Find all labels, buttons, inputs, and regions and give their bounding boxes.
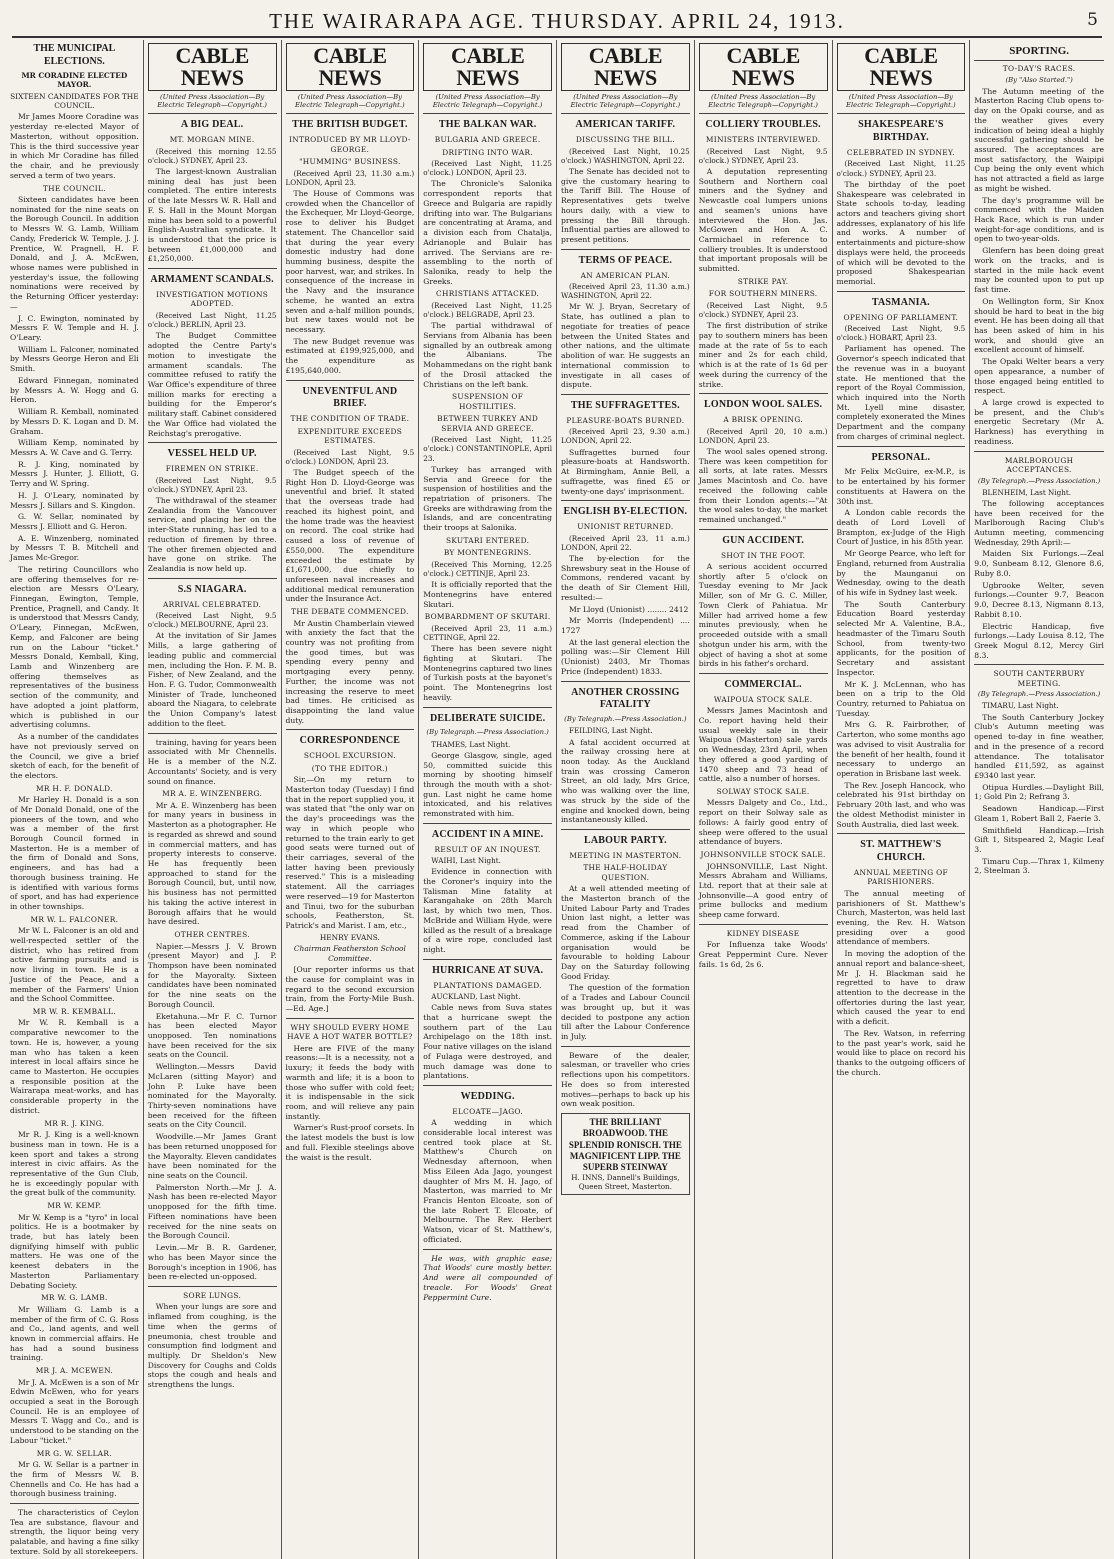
article-paragraph: Eketahuna.—Mr F. C. Turnor has been elected Mayor unopposed. Ten nominations have been received for the six seats on the Council. (147, 1011, 277, 1060)
subheadline: OPENING OF PARLIAMENT. (843, 312, 959, 322)
article-paragraph: Mr James Moore Coradine was yesterday re-elected Mayor of Masterton, without opposition. This is the third successive year in which Mr Coradine has filled the chair, and he previously served a term of two years. (10, 112, 139, 180)
advertisement-text: Here are FIVE of the many reasons:—It is a necessity, not a luxury; it feeds the body with warmth and life; it is a boon to those who suffer with cold feet; it is indispensable in the sick room, and will relieve any pain instantly. (285, 1043, 415, 1121)
divider (148, 268, 277, 269)
headline: SHAKESPEARE'S BIRTHDAY. (858, 119, 944, 144)
article-paragraph: G. W. Sellar, nominated by Messrs J. Elliott and G. Heron. (10, 512, 139, 531)
divider (148, 113, 277, 114)
column-6 (695, 40, 833, 1559)
headline: THE SUFFRAGETTES. (570, 399, 680, 411)
article-paragraph: Edward Finnegan, nominated by Messrs A. W. Hogg and G. Heron. (10, 375, 139, 405)
headline: THE MUNICIPAL ELECTIONS. (33, 43, 116, 67)
subheadline: CELEBRATED IN SYDNEY. (846, 147, 955, 157)
article-paragraph: The Rev. Watson, in referring to the past year's work, said he would like to place on record his thanks to the outgoing officers of the church. (836, 1028, 966, 1077)
divider (974, 664, 1104, 665)
headline: ST. MATTHEW'S CHURCH. (860, 839, 942, 864)
divider (561, 249, 690, 250)
article-paragraph: The wool sales opened strong. There was keen competition for all sorts, at late rates. Messrs James Macintosh and Co. have received the following cable from their London agents:—"At the wool sales to-day, the market remained unchanged." (698, 447, 828, 525)
article-paragraph: Mr R. J. King is a well-known business man in town. He is a keen sport and takes a strong interest in civic affairs. As the representative of the Gun Club, he is exceedingly popular with the great bulk of the community. (10, 1130, 139, 1198)
cable-news-banner: CABLE NEWS (286, 43, 415, 91)
article-paragraph: A fatal accident occurred at the railway crossing here at noon today. As the Auckland train was crossing Cameron Street, an old lady, Mrs Grice, who was walking over the line, was struck by the side of the engine and knocked down, being instantaneously killed. (561, 737, 690, 825)
advertisement-text: When your lungs are sore and inflamed from coughing, is the time when the germs of pneumonia, chest trouble and consumption find lodgment and multiply. Dr Sheldon's New Discovery for Coughs and Colds stops the cough and heals and strengthens the lungs. (147, 1302, 277, 1390)
candidate-name: MR J. A. MCEWEN. (35, 1366, 114, 1376)
subheadline: FIREMEN ON STRIKE. (165, 464, 259, 474)
article-paragraph: A. E. Winzenberg, nominated by Messrs T. B. Mitchell and James Mc-Gregor. (10, 533, 139, 563)
article-paragraph: The Opaki Welter bears a very open appearance, a number of those engaged being entitled to respect. (974, 357, 1104, 396)
candidate-name: MR W. G. LAMB. (41, 1293, 108, 1303)
subheadline: THE HALF-HOLIDAY QUESTION. (583, 863, 668, 882)
dateline: (Received Last Night, 9.5 o'clock.) MELBOURNE, April 23. (147, 611, 277, 630)
dateline: (Received April 23, 11 a.m.) CETTINGE, April 22. (423, 623, 552, 643)
candidate-name: MR H. F. DONALD. (35, 783, 113, 793)
article-paragraph: Mr W. J. Bryan, Secretary of State, has outlined a plan to negotiate for treaties of peace between the United States and other nations, and the ultimate abolition of war. He suggests an international commission to investigate in all cases of dispute. (561, 302, 690, 390)
article-paragraph: Napier.—Messrs J. V. Brown (present Mayor) and J. P. Thompson have been nominated for the Mayoralty. Sixteen candidates have been nominated for the nine seats on the Borough Council. (147, 941, 277, 1009)
subheadline: PLANTATIONS DAMAGED. (433, 980, 542, 990)
advertisement-text: He was, with graphic ease; That Woods' cure mostly better. And were all compounded of treacle. For Woods' Great Peppermint Cure. (423, 1253, 552, 1302)
signature: HENRY EVANS. (319, 932, 380, 942)
article-paragraph: The Chronicle's Salonika correspondent reports that Greece and Bulgaria are rapidly drifting into war. The Bulgarians are concentrating at Arama, and a division each from Chatalja, Adrianople and Bulair has arrived. The Servians are re-assembling to the north of Salonika, ready to help the Greeks. (423, 179, 552, 286)
agency-line: (United Press Association—By Electric Telegraph—Copyright.) (708, 93, 818, 110)
column-3 (282, 40, 420, 1559)
article-paragraph: Evidence in connection with the Coroner's inquiry into the Talisman Mine fatality at Karangahake on 28th March last, by which two men, Thos. McBride and William Hyde, were killed as the result of a breakage of a wire rope, concluded last night. (423, 867, 552, 955)
subheadline: TO-DAY'S RACES. (1002, 64, 1076, 74)
divider (423, 823, 552, 824)
article-paragraph: Woodville.—Mr James Grant has been returned unopposed for the Mayoralty. Eleven candidates have been nominated for the nine seats on the Council. (147, 1132, 277, 1181)
article-paragraph: Ugbrooke Welter, seven furlongs.—Counter 9.7, Beacon 9.0, Decree 8.13, Nigmann 8.13, Rabbit 8.10. (974, 580, 1104, 619)
divider (148, 442, 277, 443)
dateline: (Received this morning 12.55 o'clock.) SYDNEY, April 23. (147, 146, 277, 165)
headline: ACCIDENT IN A MINE. (431, 828, 544, 840)
article-paragraph: A wedding in which considerable local interest was centred took place at St. Matthew's Church on Wednesday afternoon, when Miss Eileen Ada Jago, youngest daughter of Mrs M. H. Jago, of Masterton, was married to Mr Francis Henton Elcoate, son of the late Robert T. Elcoate, of Melbourne. The Rev. Herbert Watson, vicar of St. Matthew's, officiated. (423, 1118, 552, 1244)
article-paragraph: Seadown Handicap.—First Gleam 1, Robert Ball 2, Faerie 3. (974, 804, 1104, 823)
piano-advertisement (561, 1113, 690, 1195)
divider (286, 1018, 415, 1019)
dateline: (Received This Morning, 12.25 o'clock.) CETTINJE, April 23. (423, 559, 552, 579)
article-paragraph: Otipua Hurdles.—Daylight Bill, 1; Gold Pin 2; Refrang 3. (974, 782, 1104, 802)
headline: AMERICAN TARIFF. (575, 119, 676, 131)
subheadline: WHY SHOULD EVERY HOME HAVE A HOT WATER BOTTLE? (287, 1022, 413, 1042)
headline: THE BALKAN WAR. (438, 119, 537, 131)
headline: ARMAMENT SCANDALS. (150, 274, 274, 286)
agency-line: (By Telegraph.—Press Association.) (564, 715, 687, 724)
article-paragraph: The birthday of the poet Shakespeare was celebrated in State schools to-day, leading actors and teachers giving short addresses, explanatory of his life and works. A number of entertainments and picture-show displays were held, the proceeds of which will be devoted to the proposed Shakespearian memorial. (836, 179, 966, 286)
article-paragraph: A serious accident occurred shortly after 5 o'clock on Tuesday evening to Mr Jack Miller, son of Mr G. C. Miller, Town Clerk of Pahiatua. Mr Miller had arrived home a few minutes previously, when he proceeded outside with a small shotgun under his arm, with the object of having a shot at some birds in his father's orchard. (698, 562, 828, 669)
column-2 (144, 40, 282, 1559)
article-paragraph: At the last general election the polling was:—Sir Clement Hill (Unionist) 2403, Mr Thomas Price (Independent) 1833. (561, 637, 690, 676)
article-paragraph: Mrs G. R. Fairbrother, of Carterton, who some months ago was advised to visit Australia for the benefit of her health, found it necessary to undergo an operation in Brisbane last week. (836, 720, 966, 778)
page-number: 5 (1087, 10, 1098, 30)
subheadline: SOUTH CANTERBURY MEETING. (993, 669, 1085, 688)
dateline: (Received Last Night, 9.5 o'clock.) LONDON, April 23. (285, 447, 415, 466)
divider (423, 959, 552, 960)
subheadline: BULGARIA AND GREECE. (434, 135, 541, 145)
advertisement-address: H. INNS, Dannell's Buildings, Queen Street, Masterton. (571, 1173, 680, 1192)
article-paragraph: Turkey has arranged with Servia and Greece for the suspension of hostilities and the repatriation of prisoners. The Greeks are withdrawing from the Islands, and are concentrating their troops at Salonika. (423, 464, 552, 533)
cable-news-banner: CABLE NEWS (561, 43, 690, 91)
agency-line: (United Press Association—By Electric Telegraph—Copyright.) (157, 93, 267, 110)
article-paragraph: George Glasgow, single, aged 50, committed suicide this morning by shooting himself through the mouth with a shot-gun. Last night he came home intoxicated, and his relatives remonstrated with him. (423, 750, 552, 819)
divider (561, 829, 690, 830)
divider (699, 673, 828, 674)
article-paragraph: Messrs James Macintosh and Co. report having held their usual weekly sale in their Waipoua (Masterton) sale yards on Wednesday, 23rd April, when they offered a good yarding of 1470 sheep and 73 head of cattle, also a number of horses. (698, 706, 828, 784)
dateline: (Received Last Night, 11.25 o'clock.) LONDON, April 23. (423, 159, 552, 178)
article-paragraph: William L. Falconer, nominated by Messrs George Heron and Eli Smith. (10, 344, 139, 374)
article-paragraph: The Senate has decided not to give the customary hearing to the Tariff Bill. The House of Representatives gets twelve hours daily, with a view to pressing the Bill through. Influential parties are allowed to present petitions. (561, 167, 690, 245)
article-paragraph: Smithfield Handicap.—Irish Gift 1, Sitspeared 2, Magic Leaf 3. (974, 825, 1104, 855)
editor-note: [Our reporter informs us that the cause for complaint was in regard to the second excursion train, from the Forty-Mile Bush.—Ed. Age.] (285, 965, 415, 1013)
article-paragraph: There has been severe night fighting at Skutari. The Montenegrins captured two lines of Turkish posts at the bayonet's point. The Montenegrins lost heavily. (423, 644, 552, 702)
dateline: BLENHEIM, Last Night. (982, 487, 1072, 497)
agency-line: (United Press Association—By Electric Telegraph—Copyright.) (570, 93, 681, 110)
masthead (12, 6, 1102, 38)
article-paragraph: Cable news from Suva states that a hurricane swept the southern part of the Lau Archipelago on the 18th inst. Four native villages on the island of Fulaga were destroyed, and much damage was done to plantations. (423, 1003, 552, 1081)
headline: S.S NIAGARA. (177, 583, 247, 595)
headline: UNEVENTFUL AND BRIEF. (302, 385, 398, 410)
subheadline: SIXTEEN CANDIDATES FOR THE COUNCIL. (10, 91, 139, 110)
divider (423, 113, 552, 114)
headline: LABOUR PARTY. (583, 835, 667, 846)
article-paragraph: Mr George Pearce, who left for England, returned from Australia by the Maunganui on Wednesday, owing to the death of his wife in Sydney last week. (836, 549, 966, 598)
headline: DELIBERATE SUICIDE. (429, 712, 546, 724)
article-paragraph: Mr K. J. McLennan, who has been on a trip to the Old Country, returned to Pahiatua on Tuesday. (836, 679, 966, 718)
divider (286, 113, 415, 114)
dateline: (Received Last Night, 9.5 o'clock.) SYDNEY, April 23. (698, 146, 828, 165)
article-paragraph: The new Budget revenue was estimated at £199,925,000, and the expenditure as £195,640,000. (285, 336, 415, 375)
article-paragraph: Mr W. L. Falconer is an old and well-respected settler of the district, who has retired from active farming pursuits and is now living in town. He is a Justice of the Peace, and a member of the Farmers' Union and the School Committee. (10, 926, 139, 1004)
headline: THE BRITISH BUDGET. (292, 119, 408, 131)
dateline: (Received Last Night, 10.25 o'clock.) WASHINGTON, April 22. (561, 146, 690, 165)
subheadline: DISCUSSING THE BILL. (575, 135, 675, 145)
cable-news-banner: CABLE NEWS (699, 43, 828, 91)
divider (148, 1286, 277, 1287)
article-paragraph: Mr William G. Lamb is a member of the firm of C. G. Ross and Co., land agents, and well known in commercial affairs. He has had a sound business training. (10, 1304, 139, 1363)
article-paragraph: The partial withdrawal of Servians from Albania has been signalled by an outbreak among the Albanians. The Mohammedans on the right bank of the Drosil attacked the Christians on the left bank. (423, 321, 552, 389)
candidate-name: MR W. R. KEMBALL. (32, 1006, 116, 1016)
column-7 (833, 40, 971, 1559)
article-paragraph: The Budget speech of the Right Hon D. Lloyd-George was uneventful and brief. It stated that the overseas trade had reached its highest point, and the home trade was the heaviest on record. The coal strike had caused a loss of revenue of £550,000. The expenditure exceeded the estimate by £1,671,000, due chiefly to unforeseen naval increases and additional medical remuneration under the Insurance Act. (285, 468, 415, 604)
article-paragraph: The largest-known Australian mining deal has just been completed. The entire interests of the late Messrs W. R. Hall and F. S. Hall in the Mount Morgan mine has been sold to a powerful English-Australian syndicate. It is understood that the price is between £1,000,000 and £1,250,000. (147, 167, 277, 264)
divider (148, 578, 277, 579)
article-paragraph: In moving the adoption of the annual report and balance-sheet, Mr J. H. Blackman said he regretted to have to draw attention to the decrease in the offertories during the last year, which caused the year to end with a deficit. (836, 949, 966, 1027)
headline: CORRESPONDENCE (299, 735, 401, 747)
headline: A BIG DEAL. (180, 119, 244, 131)
dateline: (Received Last Night, 11.25 o'clock.) SYDNEY, April 23. (836, 159, 966, 178)
subheadline: "HUMMING" BUSINESS. (299, 157, 401, 167)
column-8 (970, 40, 1108, 1559)
subheadline: BOMBARDMENT OF SKUTARI. (424, 612, 551, 622)
divider (423, 707, 552, 708)
divider (286, 380, 415, 381)
divider (837, 291, 966, 292)
advertisement-text: Warner's Rust-proof corsets. In the latest models the bust is low and full. Flexible steelings above the waist is the result. (285, 1123, 415, 1162)
article-paragraph: Mr G. W. Sellar is a partner in the firm of Messrs W. B. Chennells and Co. He has had a thorough business training. (10, 1460, 139, 1499)
headline: TASMANIA. (871, 296, 930, 308)
subheadline: DRIFTING INTO WAR. (442, 147, 533, 157)
subheadline: SUSPENSION OF HOSTILITIES. (452, 392, 524, 411)
article-paragraph: Suffragettes burned four pleasure-boats at Handsworth. At Birmingham, Annie Bell, a suffragette, was fined £5 or twenty-one days' imprisonment. (561, 447, 690, 496)
subheadline: OTHER CENTRES. (174, 930, 250, 940)
divider (423, 1085, 552, 1086)
subheadline: INVESTIGATION MOTIONS ADOPTED. (156, 290, 269, 309)
article-paragraph: A deputation representing Southern and Northern coal miners and the Sydney and Newcastle coal lumpers unions and seamen's unions have interviewed the Hon. Jas. McGowen and Hon A. C. Carmichael in reference to colliery troubles. It is understood that important proposals will be submitted. (698, 167, 828, 274)
dateline: (Received April 23, 11 a.m.) LONDON, April 22. (561, 533, 690, 552)
headline: PERSONAL. (871, 451, 931, 463)
signature-title: Chairman Featherston School Committee. (293, 944, 406, 963)
headline: COLLIERY TROUBLES. (705, 119, 821, 131)
article-paragraph: Mr W. Kemp is a "tyro" in local politics. He is a bootmaker by trade, but has lately been dignifying himself with public matters. He was one of the keenest debaters in the Masterton Parliamentary Debating Society. (10, 1212, 139, 1290)
candidate-name: MR G. W. SELLAR. (36, 1448, 112, 1458)
column-1 (6, 40, 144, 1559)
headline: ANOTHER CROSSING FATALITY (571, 686, 680, 711)
subheadline: PLEASURE-BOATS BURNED. (566, 415, 685, 425)
headline: ENGLISH BY-ELECTION. (563, 506, 688, 518)
dateline: (Received April 23, 9.30 a.m.) LONDON, April 22. (561, 427, 690, 446)
advertisement-text: Beware of the dealer, salesman, or traveller who cries reflections upon his competitors. He does so from interested motives—perhaps to back up his own weak position. (561, 1050, 690, 1109)
article-paragraph: JOHNSONVILLE, Last Night. Messrs Abraham and Williams, Ltd. report that at their sale at Johnsonville—A good entry of prime bullocks and medium sheep came forward. (698, 861, 828, 920)
divider (561, 500, 690, 501)
article-paragraph: Messrs Dalgety and Co., Ltd., report on their Solway sale as follows: A fairly good entry of sheep were offered to the usual attendance of buyers. (698, 798, 828, 847)
divider (286, 729, 415, 730)
subheadline: STRIKE PAY. (737, 276, 789, 286)
cable-news-banner: CABLE NEWS (148, 43, 277, 91)
subheadline: MEETING IN MASTERTON. (569, 850, 682, 860)
dateline: (Received Last Night, 11.25 o'clock.) BERLIN, April 23. (147, 310, 277, 330)
agency-line: (By Telegraph.—Press Association.) (426, 728, 549, 737)
article-paragraph: The South Canterbury Education Board yesterday selected Mr A. Valentine, B.A., headmaster of the Timaru South School, from twenty-two applicants, for the position of Secretary and assistant Inspector. (836, 599, 966, 677)
article-paragraph: Mr J. A. McEwen is a son of Mr Edwin McEwen, who for years occupied a seat in the Borough Council. He is an employee of Messrs T. Wagg and Co., and is understood to be standing on the Labour "ticket." (10, 1377, 139, 1445)
subheadline: BETWEEN TURKEY AND SERVIA AND GREECE. (437, 414, 539, 433)
dateline: (Received Last Night, 9.5 o'clock.) SYDNEY, April 23. (698, 300, 828, 320)
article-paragraph: A London cable records the death of Lord Lovell of Brampton, ex-Judge of the High Court of Justice, in his 85th year. (836, 508, 966, 547)
column-4 (419, 40, 557, 1559)
dateline: FEILDING, Last Night. (569, 726, 653, 736)
subheadline: MINISTERS INTERVIEWED. (705, 135, 821, 145)
subheadline: RESULT OF AN INQUEST. (434, 844, 541, 854)
divider (974, 451, 1104, 452)
divider (423, 1249, 552, 1250)
divider (837, 833, 966, 834)
candidate-name: MR W. KEMP. (47, 1201, 102, 1211)
subheadline: THE DEBATE COMMENCED. (291, 607, 409, 617)
article-paragraph: The Budget Committee adopted the Centre Party's motion to investigate the armament scandals. The committee refused to ratify the War Office's expenditure of three million marks for erecting a building for the Emperor's military staff. Cabinet considered the War Office had violated the Reichstag's prerogative. (147, 331, 277, 438)
subheadline: MT. MORGAN MINE. (169, 135, 255, 145)
agency-line: (United Press Association—By Electric Telegraph—Copyright.) (295, 93, 405, 110)
headline: COMMERCIAL. (724, 678, 802, 690)
agency-line: (By Telegraph.—Press Association.) (977, 690, 1101, 699)
article-paragraph: Timaru Cup.—Thrax 1, Kilmeny 2, Steelman 3. (974, 856, 1104, 876)
article-paragraph: Sixteen candidates have been nominated for the nine seats on the Borough Council. In addition to Messrs W. G. Lamb, William Candy, Frederick W. Temple, J. J. Prentice, W. Pragnell, H. F. Donald, and J. A. McEwen, whose names were published in yesterday's issue, the following nominations were received by the Returning Officer yesterday:— (10, 194, 139, 311)
article-paragraph: Mr Felix McGuire, ex-M.P., is to be entertained by his former constituents at Hawera on the 30th inst. (836, 467, 966, 506)
subheadline: INTRODUCED BY MR LLOYD-GEORGE. (289, 135, 411, 154)
subheadline: ANNUAL MEETING OF PARISHIONERS. (853, 867, 948, 887)
article-paragraph: The withdrawal of the steamer Zealandia from the Vancouver service, and placing her on the inter-State running, has led to a reduction of firemen by three. The other firemen objected and have gone on strike. The Zealandia is now held up. (147, 495, 277, 574)
subheadline: A BRISK OPENING. (723, 415, 803, 425)
divider (699, 529, 828, 530)
masthead-title: THE WAIRARAPA AGE. THURSDAY. APRIL 24, 1913. (269, 8, 845, 33)
divider (561, 681, 690, 682)
dateline: THAMES, Last Night. (431, 739, 511, 749)
dateline: (Received April 23, 11.30 a.m.) LONDON, April 23. (285, 168, 415, 187)
article-paragraph: At the invitation of Sir James Mills, a large gathering of leading public and commercial men, including the Hon. F. M. B. Fisher, of New Zealand, and the Hon. F. G. Tudor, Commonwealth Minister of Trade, luncheoned aboard the Niagara, to celebrate the Union Company's latest addition to the fleet. (147, 631, 277, 728)
result-line: Mr Morris (Independent) .... 1727 (561, 616, 690, 635)
divider (561, 394, 690, 395)
article-paragraph: The first distribution of strike pay to southern miners has been made at the rate of 5s to each miner and 2s for each child, which is at the rate of 1s 6d per week during the currency of the strike. (698, 321, 828, 389)
letter-paragraph: Sir,—On my return to Masterton today (Tuesday) I find that in the report supplied you, it was stated that "the only war on the day's proceedings was the way in which people who returned to the train early to get good seats were turned out of their carriages, several of the latter having been previously reserved." This is a misleading statement. All the carriages were reserved—19 for Masterton and Tinui, two for the suburban schools, Featherston, St. Patrick's and Marist. I am, etc., (285, 775, 415, 930)
article-paragraph: J. C. Ewington, nominated by Messrs F. W. Temple and H. J. O'Leary. (10, 313, 139, 343)
article-paragraph: Levin.—Mr B. R. Gardener, who has been Mayor since the Borough's inception in 1906, has been re-elected un-opposed. (147, 1243, 277, 1282)
column-5 (557, 40, 695, 1559)
headline: GUN ACCIDENT. (722, 534, 805, 546)
subheadline: AN AMERICAN PLAN. (580, 270, 671, 280)
dateline: (Received Last Night, 9.5 o'clock.) SYDNEY, April 23. (147, 475, 277, 494)
dateline: TIMARU, Last Night. (982, 701, 1059, 711)
article-paragraph: Wellington.—Messrs David McLaren (sitting Mayor) and John P. Luke have been nominated for the Mayoralty. Thirty-seven nominations have been received for the fifteen seats on the City Council. (147, 1062, 277, 1130)
agency-line: (By Telegraph.—Press Association.) (977, 476, 1101, 485)
divider (561, 113, 690, 114)
subheadline: UNIONIST RETURNED. (577, 522, 674, 532)
article-paragraph: William R. Kemball, nominated by Messrs D. K. Logan and D. M. Graham. (10, 407, 139, 436)
subheadline: JOHNSONVILLE STOCK SALE. (700, 850, 826, 860)
subheadline: CHRISTIANS ATTACKED. (436, 289, 540, 299)
dateline: (Received April 20, 10 a.m.) LONDON, April 23. (698, 426, 828, 445)
article-paragraph: Glenfern has been doing great work on the tracks, and is started in the mile hack event may be counted upon to put up fast time. (974, 246, 1104, 295)
advertisement-text: The characteristics of Ceylon Tea are substance, flavour and strength, the liquor being very palatable, and having a fine silky texture. Sold by all storekeepers. (10, 1507, 139, 1556)
divider (561, 1046, 690, 1047)
subheadline: ARRIVAL CELEBRATED. (163, 599, 262, 609)
article-paragraph: As a number of the candidates have not previously served on the Council, we give a brief sketch of each, for the benefit of the electors. (10, 732, 139, 780)
subheadline: FOR SOUTHERN MINERS. (708, 289, 818, 299)
subheadline: SKUTARI ENTERED. (446, 535, 530, 545)
subheadline: SORE LUNGS. (183, 1290, 242, 1300)
headline: VESSEL HELD UP. (167, 448, 257, 460)
divider (148, 733, 277, 734)
advertisement-text: For Influenza take Woods' Great Peppermint Cure. Never fails. 1s 6d, 2s 6. (698, 940, 828, 969)
subheadline: ELCOATE—JAGO. (452, 1106, 523, 1116)
divider (699, 393, 828, 394)
advertisement-headline: THE BRILLIANT BROADWOOD. THE SPLENDID RONISCH. THE MAGNIFICENT LIPP. THE SUPERB STEINWAY (568, 1117, 682, 1173)
subheadline: SHOT IN THE FOOT. (721, 550, 806, 560)
byline: (By "Also Started.") (1005, 75, 1073, 84)
article-paragraph: The by-election for the Shrewsbury seat in the House of Commons, rendered vacant by the death of Sir Clement Hill, resulted:— (561, 553, 690, 602)
article-paragraph: On Wellington form, Sir Knox should be hard to beat in the big event. He has been doing all that has been asked of him in his work, and should give an excellent account of himself. (974, 296, 1104, 355)
divider (10, 1503, 139, 1504)
article-paragraph: The annual meeting of parishioners of St. Matthew's Church, Masterton, was held last evening, the Rev. H. Watson presiding over a good attendance of members. (836, 888, 966, 947)
columns (6, 40, 1108, 1556)
result-line: Mr Lloyd (Unionist) ........ 2412 (569, 604, 689, 614)
candidate-name: MR A. E. WINZENBERG. (162, 789, 263, 799)
article-paragraph: Mr W. R. Kemball is a comparative newcomer to the town. He is, however, a young man who has taken a keen interest in local affairs since he came to Masterton. He occupies a responsible position at the Wairarapa meat-works, and has considerable property in the district. (10, 1018, 139, 1115)
dateline: (Received April 23, 11.30 a.m.) WASHINGTON, April 22. (561, 282, 690, 301)
article-paragraph: William Kemp, nominated by Messrs A. W. Cave and G. Terry. (10, 438, 139, 457)
article-paragraph: Parliament has opened. The Governor's speech indicated that the revenue was in a buoyant state. He mentioned that the report of the Royal Commission, which inquired into the North Mt. Lyell mine disaster, completely exonerated the Mines Department and the company from charges of criminal neglect. (836, 344, 966, 441)
agency-line: (United Press Association—By Electric Telegraph—Copyright.) (846, 93, 956, 110)
headline: HURRICANE AT SUVA. (432, 964, 544, 976)
article-paragraph: The House of Commons was crowded when the Chancellor of the Exchequer, Mr Lloyd-George, rose to deliver his Budget statement. The Chancellor said that during the year every domestic industry had done humming business, despite the poor harvest, war, and strikes. In consequence of the increase in the Navy and the insurance scheme, he wanted an extra seven and a-half million pounds, but new taxes would not be necessary. (285, 188, 415, 335)
headline: TERMS OF PEACE. (578, 254, 673, 266)
article-paragraph: A large crowd is expected to be present, and the Club's energetic Secretary (Mr A. Harkness) has everything in readiness. (974, 397, 1104, 446)
dateline: (Received Last Night, 11.25 o'clock.) BELGRADE, April 23. (423, 300, 552, 320)
section-heading: THE COUNCIL. (42, 183, 106, 193)
article-paragraph: Mr Austin Chamberlain viewed with anxiety the fact that the country was not profiting from the good times, but was spending every penny and mortgaging every penny. Further, the income was not increasing the reserve to meet bad times. He criticised as disappointing the land value duty. (285, 618, 415, 725)
subheadline: BY MONTENEGRINS. (443, 548, 532, 558)
subheadline: WAIPOUA STOCK SALE. (713, 694, 813, 704)
article-paragraph: H. J. O'Leary, nominated by Messrs J. Sillars and S. Kingdon. (10, 490, 139, 510)
article-paragraph: The Rev. Joseph Hancock, who celebrated his 91st birthday on February 20th last, and who was the oldest Methodist minister in South Australia, died last week. (836, 780, 966, 829)
dateline: WAIHI, Last Night. (431, 856, 501, 866)
article-paragraph: The retiring Councillors who are offering themselves for re-election are Messrs O'Leary, Finnegan, Ewington, Temple, Prentice, Pragnell, and Candy. It is understood that Messrs Candy, O'Leary, Finnegan, McEwen, Kemp, and Falconer are being run on the Labour "ticket." Messrs Donald, Kemball, King, Lamb and Winzenberg are offering themselves as representatives of the business section of the community, and have adopted a joint platform, which is published in our advertising columns. (10, 564, 139, 730)
article-paragraph: The South Canterbury Jockey Club's Autumn meeting was opened to-day in fine weather, and in the presence of a record attendance. The totalisator handled £11,592, as against £9340 last year. (974, 712, 1104, 781)
article-paragraph: training, having for years been associated with Mr Chennells. He is a member of the N.Z. Accountants' Society, and is very sound on finance. (147, 737, 277, 786)
article-paragraph: R. J. King, nominated by Messrs J. Hunter, J. Elliott, G. Terry and W. Spring. (10, 459, 139, 489)
subheadline: KIDNEY DISEASE (726, 928, 800, 938)
cable-news-banner: CABLE NEWS (423, 43, 552, 91)
dateline: (Received Last Night, 9.5 o'clock.) HOBART, April 23. (836, 323, 966, 343)
divider (837, 113, 966, 114)
agency-line: (United Press Association—By Electric Telegraph—Copyright.) (432, 93, 543, 110)
article-paragraph: Maiden Six Furlongs.—Zeal 9.0, Sunbeam 8.12, Glenore 8.6, Ruby 8.0. (974, 549, 1104, 578)
article-paragraph: Mr Harley H. Donald is a son of Mr Donald Donald, one of the pioneers of the town, and who was a member of the first Borough Council formed in Masterton. He is a member of the firm of Donald and Sons, engineers, and has had a thorough business training. He is identified with various forms of sport, and has had experience in other townships. (10, 795, 139, 912)
article-paragraph: The Autumn meeting of the Masterton Racing Club opens to-day on the Opaki course, and as the weather gives every indication of being ideal a highly successful gathering should be assured. The acceptances are most satisfactory, the Waipipi Cup being the only event which has not attracted a field as large as might be wished. (974, 86, 1104, 193)
article-paragraph: The following acceptances have been received for the Marlborough Racing Club's Autumn meeting, commencing Wednesday, 29th April:— (974, 498, 1104, 547)
headline: LONDON WOOL SALES. (704, 399, 823, 411)
subheadline: THE CONDITION OF TRADE. (290, 414, 410, 424)
subheadline: MR CORADINE ELECTED MAYOR. (21, 70, 128, 90)
subheadline: SCHOOL EXCURSION. (303, 751, 396, 761)
section-title: SPORTING. (974, 44, 1104, 61)
subheadline: (TO THE EDITOR.) (311, 763, 388, 773)
subheadline: SOLWAY STOCK SALE. (716, 786, 810, 796)
article-paragraph: Palmerston North.—Mr J. A. Nash has been re-elected Mayor unopposed for the fifth time. Fifteen nominations have been received for the nine seats on the Borough Council. (147, 1182, 277, 1241)
article-paragraph: Mr A. E. Winzenberg has been for many years in business in Masterton as a photographer. He is regarded as shrewd and sound in commercial matters, and has property interests to conserve. He has frequently been approached to stand for the Borough Council, but, until now, his business has not permitted his taking the active interest in Borough affairs that he would have desired. (147, 800, 277, 927)
article-paragraph: It is officially reported that the Montenegrins have entered Skutari. (423, 580, 552, 609)
subheadline: EXPENDITURE EXCEEDS ESTIMATES. (297, 426, 403, 446)
article-paragraph: At a well attended meeting of the Masterton branch of the United Labour Party and Trades Union last night, a letter was read from the Chamber of Commerce, asking if the Labour organisation would be favourable to holding Labour Day on the Saturday following Good Friday. (561, 884, 690, 981)
candidate-name: MR R. J. KING. (44, 1118, 105, 1128)
subheadline: MARLBOROUGH ACCEPTANCES. (1004, 455, 1074, 475)
article-paragraph: The question of the formation of a Trades and Labour Council was brought up, but it was decided to postpone any action till after the Labour Conference in July. (561, 983, 690, 1041)
article-paragraph: Electric Handicap, five furlongs.—Lady Louisa 8.12, The Greek Mogul 8.12, Mercy Girl 8.3. (974, 621, 1104, 660)
divider (699, 113, 828, 114)
divider (699, 924, 828, 925)
headline: WEDDING. (460, 1091, 515, 1103)
cable-news-banner: CABLE NEWS (837, 43, 966, 91)
candidate-name: MR W. L. FALCONER. (30, 914, 119, 924)
dateline: (Received Last Night, 11.25 o'clock.) CONSTANTINOPLE, April 23. (423, 435, 552, 463)
article-paragraph: The day's programme will be commenced with the Maiden Hack Race, which is run under weight-for-age conditions, and is open to two-year-olds. (974, 195, 1104, 244)
dateline: AUCKLAND, Last Night. (431, 992, 521, 1002)
divider (837, 446, 966, 447)
